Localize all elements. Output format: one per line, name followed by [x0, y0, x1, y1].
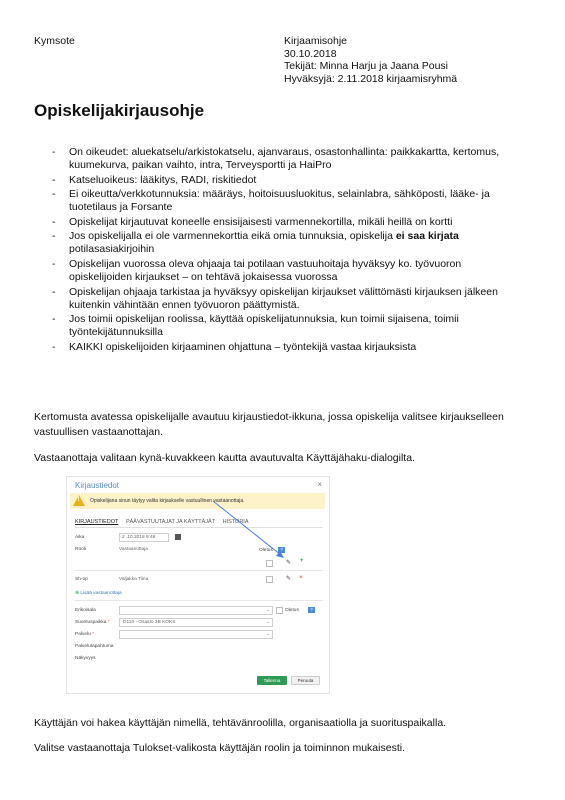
add-receiver-label: Lisää vastaanottaja [80, 591, 122, 596]
aika-value: 2 .10.2018 9:49 [122, 535, 156, 540]
list-item-text: Jos opiskelijalla ei ole varmennekorttia eikä omia tunnuksia, opiskelija [69, 230, 396, 243]
annotation-arrow [67, 477, 329, 693]
paragraph-select: Valitse vastaanottaja Tulokset-valikosta käyttäjän roolin ja toiminnon mukaisesti. [34, 742, 405, 754]
header-date: 30.10.2018 [284, 47, 337, 60]
sh-value: Valjakka Tiina [119, 577, 149, 582]
kirjaustiedot-dialog [66, 476, 330, 694]
sh-label: Sh-op [75, 577, 88, 582]
pen-icon[interactable]: ✎ [286, 576, 292, 582]
header-authors: Tekijät: Minna Harju ja Jaana Pousi [284, 60, 449, 72]
header-meta [284, 35, 457, 85]
tab-historia[interactable]: HISTORIA [222, 519, 249, 525]
add-icon: ⊕ [75, 591, 81, 596]
tab-kirjaustiedot[interactable]: KIRJAUSTIEDOT [75, 519, 119, 525]
oletus-label: Oletus [259, 548, 273, 553]
list-item: - Opiskelijan ohjaaja tarkistaa ja hyväksyy opiskelijan kirjaukset välittömästi kirjauksen jälkeen kuitenkin vähintään ennen työvuoron päättymistä. [52, 286, 512, 312]
list-item: - Katseluoikeus: lääkitys, RADI, riskitiedot [52, 174, 512, 187]
erikoisala-label: Erikoisala [75, 608, 96, 613]
remove-icon[interactable]: × [299, 574, 303, 581]
list-item: - Opiskelijat kirjautuvat koneelle ensisijaisesti varmennekortilla, mikäli heillä on kortti [52, 216, 512, 229]
arrow-line [213, 501, 281, 555]
list-item: - Ei oikeutta/verkkotunnuksia: määräys, hoitoisuusluokitus, selainlabra, sähköposti, lääke- ja tuotetilaus ja Forsante [52, 188, 512, 214]
list-item [52, 230, 512, 256]
cancel-button[interactable]: Peruuta [291, 676, 320, 685]
chevron-down-icon: ⌄ [266, 607, 270, 612]
chevron-down-icon: ⌄ [266, 631, 270, 636]
header-doc-type: Kirjaamisohje [284, 35, 348, 47]
save-button[interactable]: Tallenna [257, 676, 287, 685]
palvelu-label-text: Palvelu [75, 632, 91, 637]
chevron-down-icon: ⌄ [266, 619, 270, 624]
help-icon[interactable]: ? [278, 547, 285, 553]
list-item: - Opiskelijan vuorossa oleva ohjaaja tai potilaan vastuuhoitaja hyväksyy ko. työvuoron opiskelijoiden kirjaukset – on tehtävä jokaisessa vuorossa [52, 258, 512, 284]
palvelutapahtuma-label: Palvelutapahtuma [75, 644, 114, 649]
pen-icon[interactable]: ✎ [286, 560, 292, 566]
header-approver: Hyväksyjä: 2.11.2018 kirjaamisryhmä [284, 72, 458, 85]
paragraph-intro: Kertomusta avatessa opiskelijalle avautuu kirjaustiedot-ikkuna, jossa opiskelija valitsee kirjaukselleen vastuullisen vastaanottajan. [34, 411, 504, 438]
list-item-text: potilasasiakirjoihin [69, 243, 155, 256]
header-org: Kymsote [34, 35, 75, 47]
page-title: Opiskelijakirjausohje [34, 101, 205, 120]
paragraph-search: Käyttäjän voi hakea käyttäjän nimellä, tehtävänroolilla, organisaatiolla ja suorituspaikalla. [34, 717, 447, 729]
rooli-label: Rooli [75, 547, 86, 552]
nakyvyys-label: Näkyvyys [75, 656, 96, 661]
aika-label: Aika [75, 535, 85, 540]
rules-list [52, 146, 512, 355]
close-icon[interactable]: × [317, 480, 322, 489]
oletus-label: Oletus [285, 608, 299, 613]
list-item-emphasis: ei saa kirjata [395, 230, 459, 243]
required-marker: * [107, 620, 110, 625]
dialog-title: Kirjaustiedot [75, 481, 120, 490]
add-icon[interactable]: + [300, 558, 304, 564]
rooli-value: Vastaanottaja [119, 547, 148, 552]
list-item: - KAIKKI opiskelijoiden kirjaaminen ohjattuna – työntekijä vastaa kirjauksista [52, 341, 512, 354]
suorituspaikka-value: D110 - Osasto 3B KOKS [123, 620, 176, 625]
tab-paavastuutajat[interactable]: PÄÄVASTUUTAJAT JA KÄYTTÄJÄT [125, 519, 216, 525]
warning-text: Opiskelijana sinun täytyy valita kirjaukselle vastuullinen vastaanottaja. [90, 498, 245, 504]
list-item: - On oikeudet: aluekatselu/arkistokatselu, ajanvaraus, osastonhallinta: paikkakartta, kertomus, kuumekurva, paikan vaihto, intra, Terveysportti ja HaiPro [52, 146, 512, 172]
list-item: - Jos toimii opiskelijan roolissa, käyttää opiskelijatunnuksia, kun toimii sijaisena, toimii työntekijätunnuksilla [52, 313, 512, 339]
suorituspaikka-label-text: Suorituspaikka [75, 620, 107, 625]
help-icon[interactable]: ? [308, 607, 315, 613]
required-marker: * [92, 632, 94, 637]
paragraph-pen-instruction: Vastaanottaja valitaan kynä-kuvakkeen kautta avautuvalta Käyttäjähaku-dialogilta. [34, 452, 415, 464]
